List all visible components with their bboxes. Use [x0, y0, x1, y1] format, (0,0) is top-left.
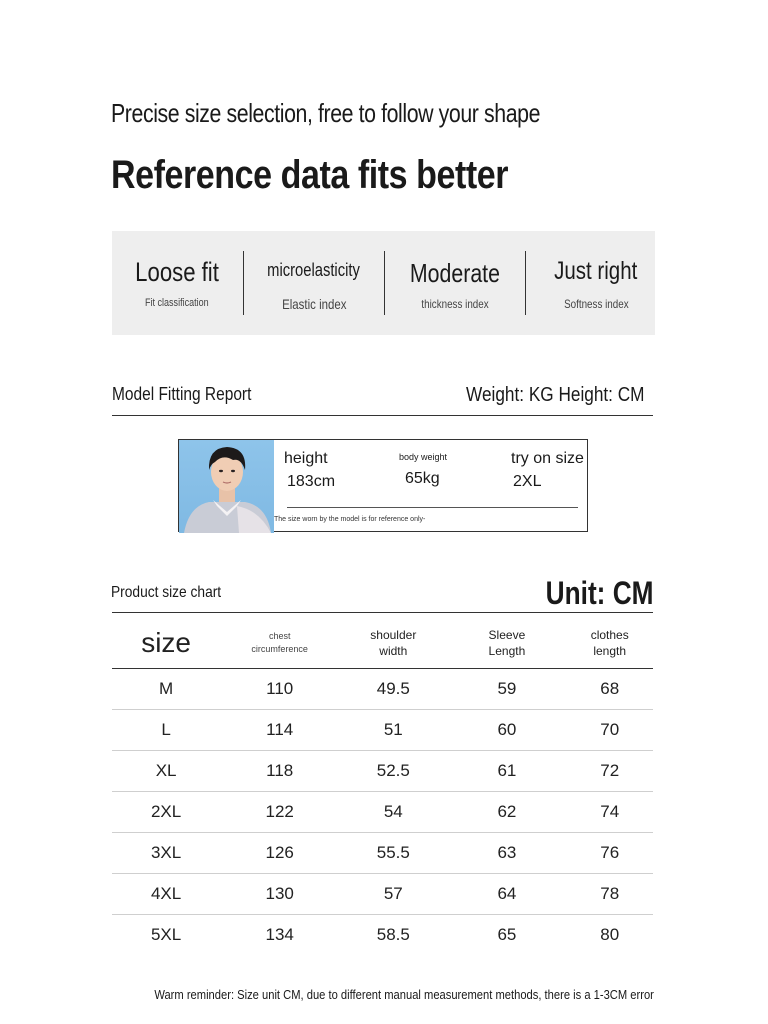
length-cell: 74: [566, 792, 653, 833]
weight-value: 65kg: [405, 470, 440, 487]
attribute-elasticity: [244, 231, 384, 335]
table-row: [112, 874, 653, 915]
length-cell: 78: [566, 874, 653, 915]
size-chart-unit: Unit: CM: [546, 575, 654, 611]
model-card-rule: [287, 507, 578, 508]
attribute-elasticity-label: Elastic index: [281, 296, 347, 312]
header-clothes-length: clothes length: [566, 618, 653, 669]
size-cell: XL: [112, 751, 220, 792]
size-cell: 3XL: [112, 833, 220, 874]
shoulder-cell: 57: [339, 874, 447, 915]
attribute-fit-label: Fit classification: [145, 297, 209, 309]
chest-cell: 118: [220, 751, 339, 792]
attribute-elasticity-value: microelasticity: [267, 260, 361, 280]
chest-cell: 126: [220, 833, 339, 874]
height-label: height: [284, 450, 328, 467]
sleeve-cell: 59: [447, 669, 566, 710]
chest-cell: 134: [265, 925, 294, 944]
attribute-fit: [112, 231, 242, 335]
attribute-fit-value: Loose fit: [135, 257, 219, 287]
section-rule: [112, 415, 653, 416]
shoulder-cell: 54: [339, 792, 447, 833]
model-photo: [179, 440, 274, 533]
size-cell: 2XL: [112, 792, 220, 833]
model-info-card: [178, 439, 588, 532]
header-shoulder: shoulder width: [339, 618, 447, 669]
try-on-size-value: 2XL: [513, 473, 542, 490]
sleeve-cell: 60: [447, 710, 566, 751]
header-sleeve: Sleeve Length: [447, 618, 566, 669]
table-row: [112, 792, 653, 833]
try-on-size-label: try on size: [511, 450, 584, 467]
attribute-thickness-label: thickness index: [421, 297, 489, 311]
length-cell: 68: [566, 669, 653, 710]
sleeve-cell: 65: [497, 925, 517, 944]
attribute-softness: [526, 231, 666, 335]
size-cell: M: [112, 669, 220, 710]
attribute-thickness-value: Moderate: [409, 258, 501, 288]
weight-label: body weight: [399, 452, 448, 462]
length-cell: 72: [566, 751, 653, 792]
height-value: 183cm: [287, 473, 336, 490]
model-reference-note: The size worn by the model is for reference only-: [274, 516, 426, 523]
table-row: [112, 669, 653, 710]
headline-primary: Precise size selection, free to follow your shape: [111, 98, 541, 128]
size-cell: L: [112, 710, 220, 751]
header-chest: chest circumference: [220, 618, 339, 669]
header-size: size: [112, 618, 220, 669]
model-portrait-illustration: [179, 440, 274, 533]
length-cell: 70: [566, 710, 653, 751]
size-cell: 4XL: [112, 874, 220, 915]
shoulder-cell: 52.5: [339, 751, 447, 792]
length-cell: 76: [566, 833, 653, 874]
section-rule: [112, 612, 653, 613]
shoulder-cell: 49.5: [339, 669, 447, 710]
fabric-attribute-panel: [112, 231, 655, 335]
table-row: [112, 833, 653, 874]
chest-cell: 122: [220, 792, 339, 833]
chest-cell: 114: [220, 710, 339, 751]
size-table-header: [112, 618, 653, 669]
sleeve-cell: 64: [447, 874, 566, 915]
table-row: [112, 915, 653, 956]
size-chart-title: Product size chart: [111, 584, 222, 601]
attribute-softness-label: Softness index: [563, 297, 629, 311]
shoulder-cell: 58.5: [376, 925, 410, 944]
sleeve-cell: 61: [447, 751, 566, 792]
attribute-softness-value: Just right: [554, 257, 638, 285]
model-report-units: Weight: KG Height: CM: [465, 384, 644, 406]
measurement-reminder: Warm reminder: Size unit CM, due to different manual measurement methods, there is a 1-3CM error: [154, 987, 654, 1002]
chest-cell: 130: [220, 874, 339, 915]
attribute-thickness: [385, 231, 525, 335]
length-cell: 80: [600, 925, 620, 944]
chest-cell: 110: [220, 669, 339, 710]
sleeve-cell: 62: [447, 792, 566, 833]
size-table: [112, 618, 653, 955]
model-report-title: Model Fitting Report: [112, 384, 252, 404]
table-row: [112, 710, 653, 751]
shoulder-cell: 55.5: [339, 833, 447, 874]
sleeve-cell: 63: [447, 833, 566, 874]
headline-secondary: Reference data fits better: [111, 153, 509, 197]
shoulder-cell: 51: [339, 710, 447, 751]
table-row: [112, 751, 653, 792]
size-cell: 5XL: [150, 925, 182, 944]
